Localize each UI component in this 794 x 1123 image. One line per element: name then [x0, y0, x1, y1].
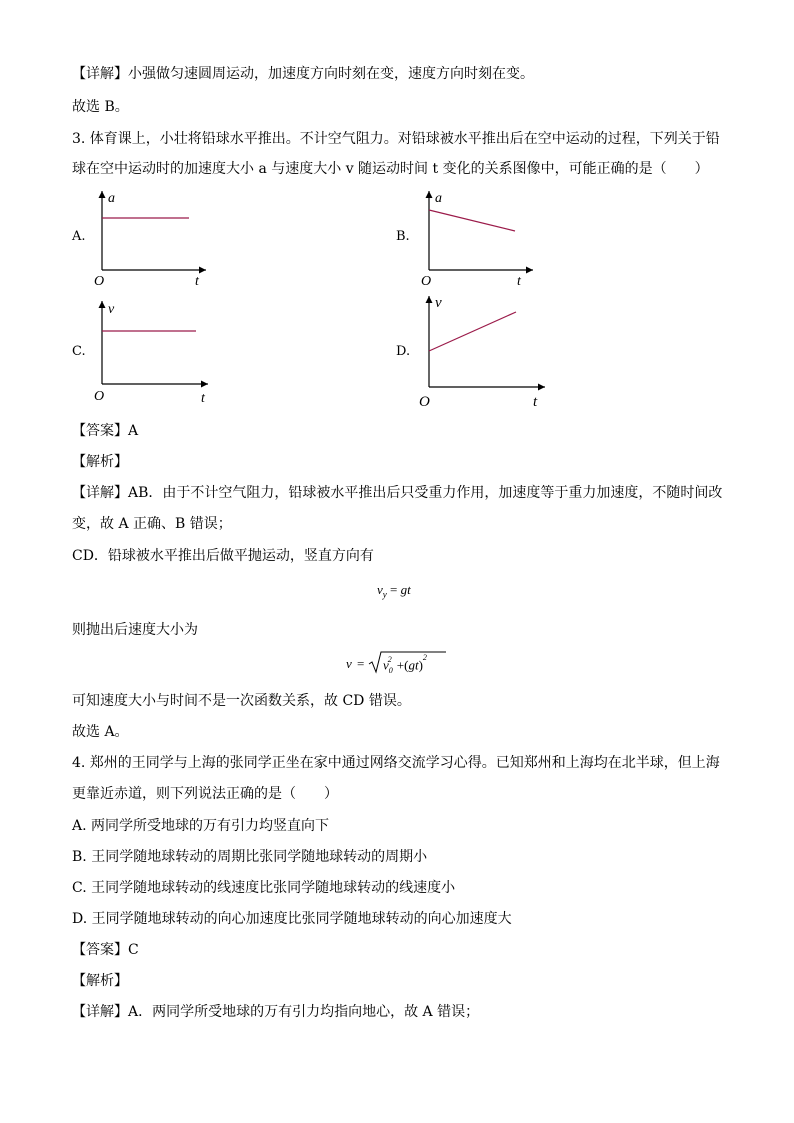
y-axis-label: v [108, 302, 115, 317]
y-axis-label: a [108, 191, 115, 206]
detail-line: 【详解】小强做匀速圆周运动，加速度方向时刻在变，速度方向时刻在变。 [72, 66, 534, 82]
option-c-label: C. [72, 344, 86, 359]
x-axis-label: t [201, 391, 205, 406]
option-b-label: B. [396, 229, 410, 244]
question-4-option-a: A. 两同学所受地球的万有引力均竖直向下 [72, 818, 330, 834]
question-4-option-b: B. 王同学随地球转动的周期比张同学随地球转动的周期小 [72, 849, 428, 865]
detail-3-line-2: 变，故 A 正确、B 错误； [72, 516, 232, 532]
x-axis-label: t [517, 274, 521, 289]
question-4-line-2: 更靠近赤道，则下列说法正确的是（ ） [72, 786, 338, 802]
answer-4: 【答案】C [72, 942, 139, 958]
x-axis-label: t [533, 394, 538, 410]
graph-c [86, 296, 216, 408]
origin-label: O [421, 274, 432, 289]
detail-4-line-1: 【详解】A．两同学所受地球的万有引力均指向地心，故 A 错误； [72, 1004, 480, 1020]
detail-3-line-3: CD．铅球被水平推出后做平抛运动，竖直方向有 [72, 548, 374, 564]
origin-label: O [94, 389, 105, 404]
equation-vy: $v_y$ = gt [377, 582, 411, 600]
origin-label: O [94, 274, 105, 289]
question-3-line-1: 3. 体育课上，小壮将铅球水平推出。不计空气阻力。对铅球被水平推出后在空中运动的过程，下列关于铅 [72, 131, 720, 147]
question-4-line-1: 4. 郑州的王同学与上海的张同学正坐在家中通过网络交流学习心得。已知郑州和上海均在北半球，但上海 [72, 755, 720, 771]
analysis-4-heading: 【解析】 [72, 973, 128, 989]
graph-b [413, 186, 543, 290]
detail-3-line-1: 【详解】AB．由于不计空气阻力，铅球被水平推出后只受重力作用，加速度等于重力加速度，不随时间改 [72, 485, 723, 501]
graph-d [413, 290, 553, 412]
origin-label: O [419, 394, 430, 410]
graph-a [86, 186, 216, 290]
x-axis-label: t [195, 274, 199, 289]
answer-3: 【答案】A [72, 423, 139, 439]
question-4-option-d: D. 王同学随地球转动的向心加速度比张同学随地球转动的向心加速度大 [72, 911, 512, 927]
detail-3-line-4: 则抛出后速度大小为 [72, 622, 198, 638]
detail-3-line-6: 故选 A。 [72, 724, 129, 740]
analysis-3-heading: 【解析】 [72, 454, 128, 470]
question-4-option-c: C. 王同学随地球转动的线速度比张同学随地球转动的线速度小 [72, 880, 456, 896]
option-d-label: D. [396, 344, 411, 359]
choice-line: 故选 B。 [72, 99, 129, 115]
option-a-label: A. [72, 229, 86, 244]
curve-line [429, 312, 516, 351]
detail-3-line-5: 可知速度大小与时间不是一次函数关系，故 CD 错误。 [72, 693, 411, 709]
y-axis-label: v [435, 295, 442, 311]
y-axis-label: a [435, 191, 442, 206]
curve-line [429, 210, 515, 231]
question-3-line-2: 球在空中运动时的加速度大小 a 与速度大小 v 随运动时间 t 变化的关系图像中，可能正确的是（ ） [72, 161, 709, 177]
